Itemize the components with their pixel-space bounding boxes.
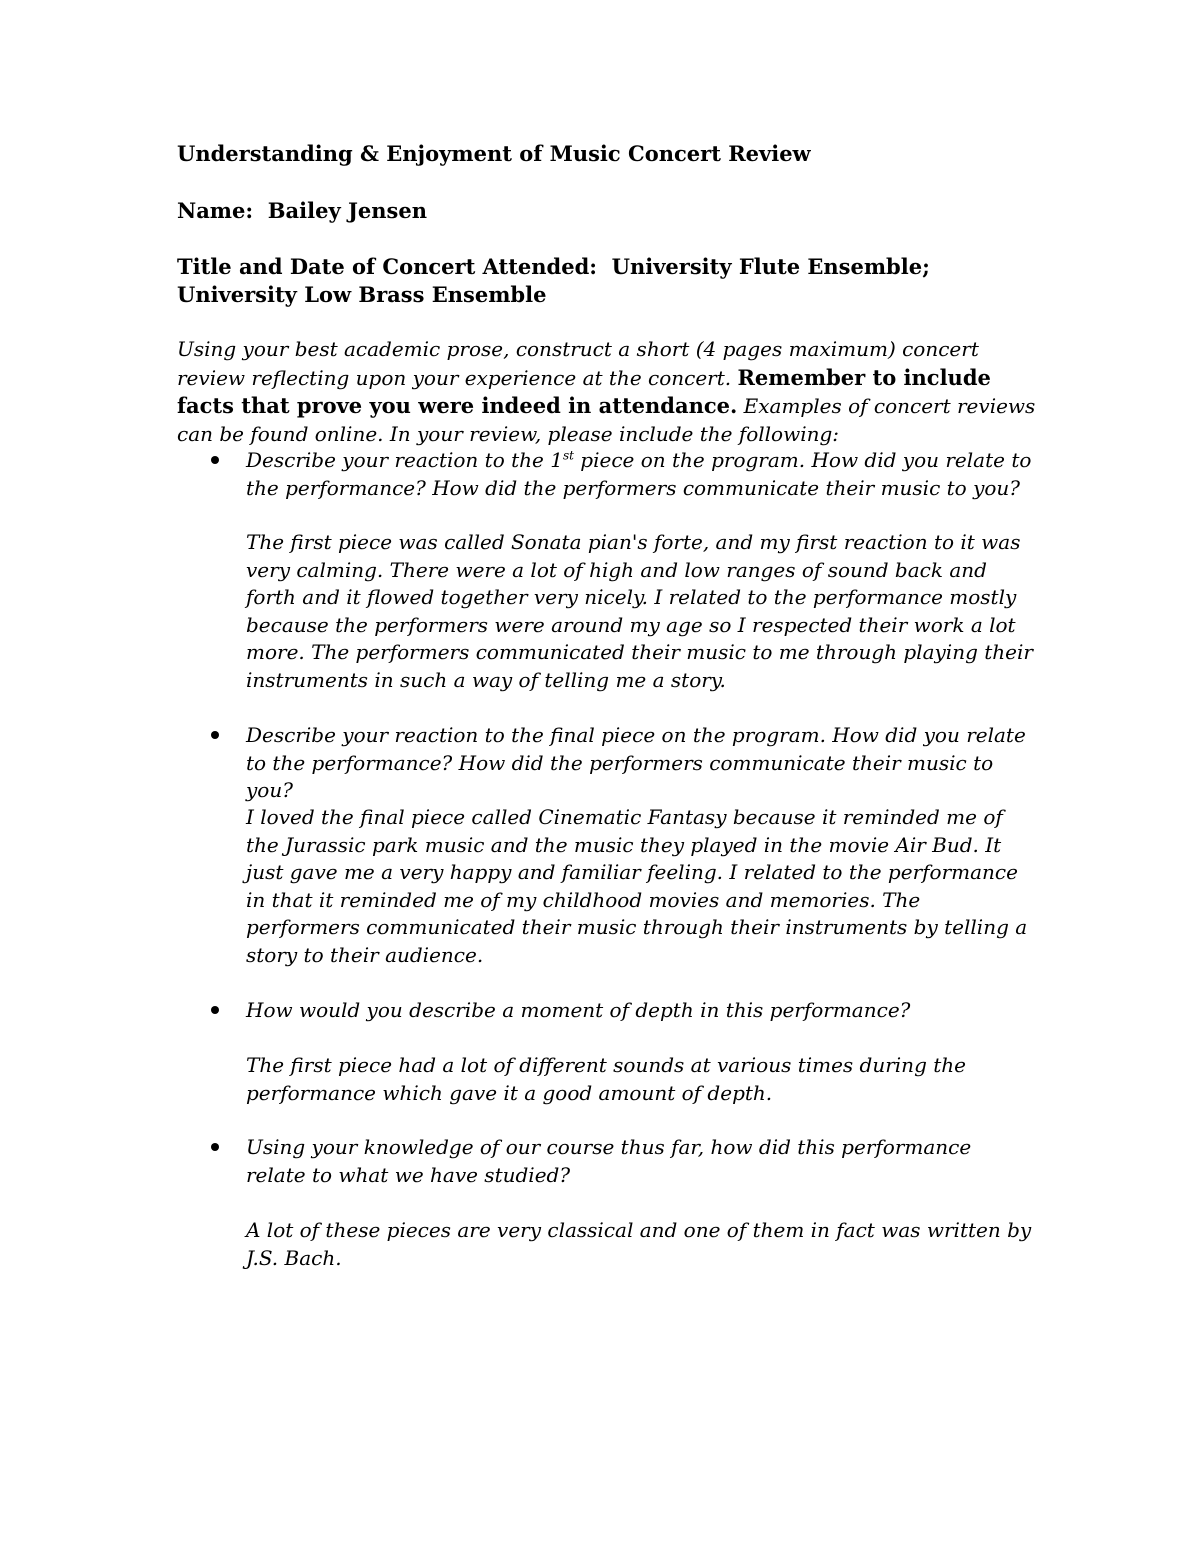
instructions-text-2: Examples of concert reviews can be found online. In your review, please include the following: xyxy=(177,394,1036,446)
name-value: Bailey Jensen xyxy=(267,198,427,223)
bullet-dot-icon xyxy=(211,456,219,464)
question-1-text-end: piece on the program. How did you relate to the performance? How did the performers communicate their music to you? xyxy=(246,448,1032,500)
instructions-text-1: Using your best academic prose, construct a short (4 pages maximum) concert review reflecting upon your experience at the concert. xyxy=(177,337,979,390)
question-1-text-start: Describe your reaction to the 1 xyxy=(246,448,563,472)
answer-3: The first piece had a lot of different sounds at various times during the performance which gave it a good amount of depth. xyxy=(246,1053,966,1105)
bullet-4 xyxy=(211,1134,219,1162)
name-label: Name: xyxy=(177,198,254,223)
question-1-superscript: st xyxy=(562,448,574,463)
instructions-emphasis: Remember to include facts that prove you were indeed in attendance. xyxy=(177,364,991,419)
bullet-dot-icon xyxy=(211,1143,219,1151)
bullet-2 xyxy=(211,722,219,750)
answer-4: A lot of these pieces are very classical and one of them in fact was written by J.S. Bach. xyxy=(246,1218,1032,1270)
concert-label: Title and Date of Concert Attended: xyxy=(177,254,598,279)
bullet-3 xyxy=(211,997,219,1025)
question-3: How would you describe a moment of depth in this performance? xyxy=(246,998,911,1022)
question-2: Describe your reaction to the final piece on the program. How did you relate to the performance? How did the performers communicate their music to you? xyxy=(246,723,1026,803)
document-title: Understanding & Enjoyment of Music Concert Review xyxy=(177,141,811,166)
bullet-1 xyxy=(211,447,219,475)
answer-2: I loved the final piece called Cinematic Fantasy because it reminded me of the Jurassic park music and the music they played in the movie Air Bud. It just gave me a very happy and familiar feeling. I related to the performance in that it reminded me of my childhood movies and memories. The performers communicated their music through their instruments by telling a story to their audience. xyxy=(246,805,1028,967)
answer-1: The first piece was called Sonata pian's forte, and my first reaction to it was very calming. There were a lot of high and low ranges of sound back and forth and it flowed together very nicely. I related to the performance mostly because the performers were around my age so I respected their work a lot more. The performers communicated their music to me through playing their instruments in such a way of telling me a story. xyxy=(246,530,1033,692)
bullet-dot-icon xyxy=(211,731,219,739)
bullet-dot-icon xyxy=(211,1006,219,1014)
question-4: Using your knowledge of our course thus far, how did this performance relate to what we have studied? xyxy=(246,1135,972,1187)
question-1 xyxy=(246,447,1036,502)
concert-value: University Flute Ensemble; University Low Brass Ensemble xyxy=(177,254,930,307)
